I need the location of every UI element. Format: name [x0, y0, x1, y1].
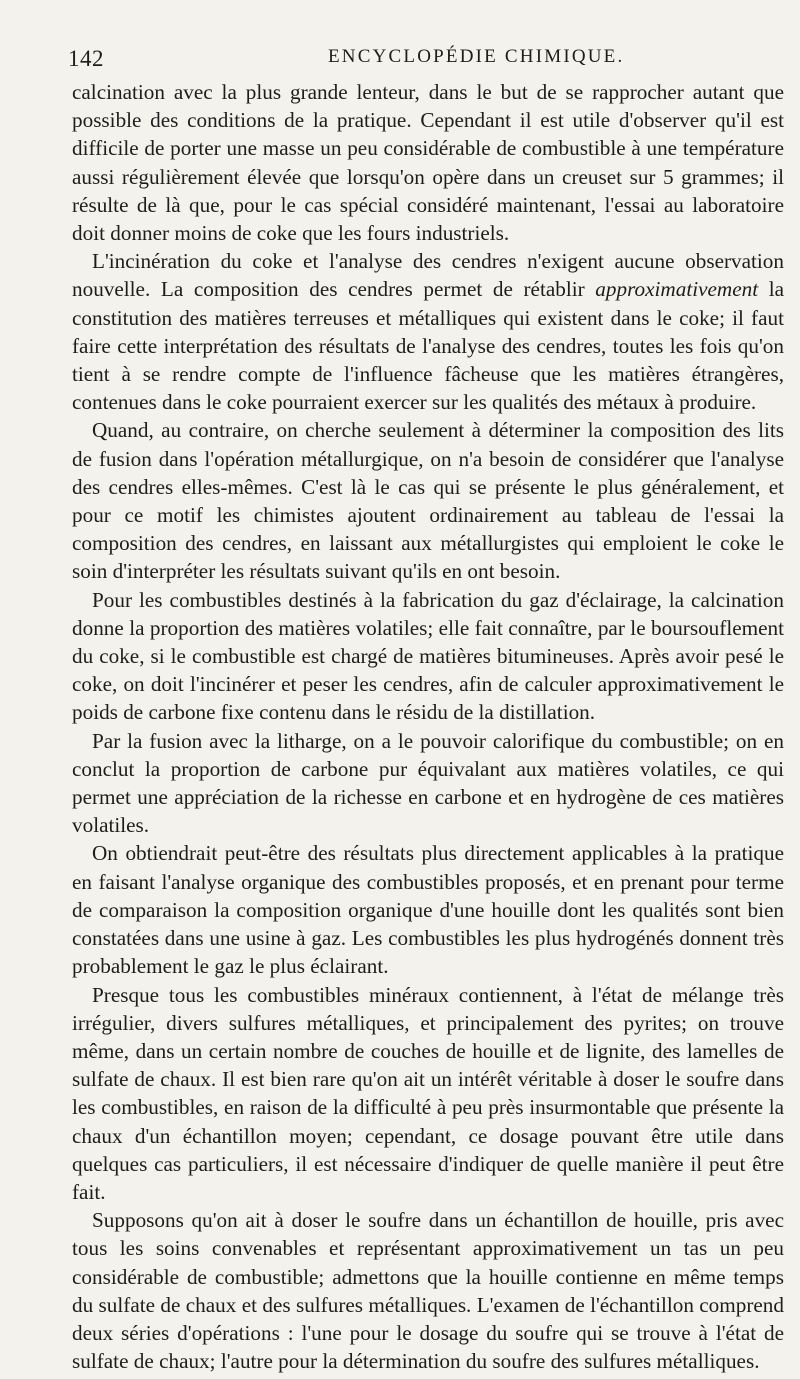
paragraph-text-before-emphasis: L'incinération du coke et l'analyse des cendres n'exigent aucune observation nouvelle. La composition des cendres permet de rétablir: [72, 249, 784, 302]
emphasized-word: approximativement: [595, 277, 759, 302]
paragraph-text-after-emphasis: la constitution des matières terreuses et métalliques qui existent dans le coke; il faut faire cette interprétation des résultats de l'analyse des cendres, toutes les fois qu'on tient à se rendre compte de l'influence fâcheuse que les matières étrangères, contenues dans le coke pourraient exercer sur les qualités des métaux à produire.: [72, 277, 785, 415]
paragraph-calcination-continuation: calcination avec la plus grande lenteur, dans le but de se rapprocher autant que possible des conditions de la pratique. Cependant il est utile d'observer qu'il est difficile de porter une masse un peu considérable de combustible à une température aussi régulièrement élevée que lorsqu'on opère dans un creuset sur 5 grammes; il résulte de là que, pour le cas spécial considéré maintenant, l'essai au laboratoire doit donner moins de coke que les fours industriels.: [72, 80, 784, 246]
running-title: ENCYCLOPÉDIE CHIMIQUE.: [328, 46, 625, 67]
paragraph-fusion-beds: Quand, au contraire, on cherche seulement à déterminer la composition des lits de fusion dans l'opération métallurgique, on n'a besoin de considérer que l'analyse des cendres elles-mêmes. C'est là le cas qui se présente le plus généralement, et pour ce motif les chimistes ajoutent ordinairement au tableau de l'essai la composition des cendres, en laissant aux métallurgistes qui emploient le coke le soin d'interpréter les résultats suivant qu'ils en ont besoin.: [72, 418, 784, 584]
paragraph-litharge-fusion: Par la fusion avec la litharge, on a le pouvoir calorifique du combustible; on en conclut la proportion de carbone pur équivalant aux matières volatiles, ce qui permet une appréciation de la richesse en carbone et en hydrogène de ces matières volatiles.: [72, 728, 784, 838]
page-number: 142: [68, 46, 104, 71]
paragraph-sulfur-dosage: Supposons qu'on ait à doser le soufre dans un échantillon de houille, pris avec tous les soins convenables et représentant approximativement un tas un peu considérable de combustible; admettons que la houille contienne en même temps du sulfate de chaux et des sulfures métalliques. L'examen de l'échantillon comprend deux séries d'opérations : l'une pour le dosage du soufre qui se trouve à l'état de sulfate de chaux; l'autre pour la détermination du soufre des sulfures métalliques.: [72, 1208, 784, 1374]
paragraph-coke-incineration: [72, 247, 784, 416]
paragraph-organic-analysis: On obtiendrait peut-être des résultats plus directement applicables à la pratique en faisant l'analyse organique des combustibles proposés, et en prenant pour terme de comparaison la composition organique d'une houille dont les qualités sont bien constatées dans une usine à gaz. Les combustibles les plus hydrogénés donnent très probablement le gaz le plus éclairant.: [72, 841, 784, 979]
running-header: [68, 44, 784, 74]
paragraph-sulfur-content: Presque tous les combustibles minéraux contiennent, à l'état de mélange très irrégulier, divers sulfures métalliques, et principalement des pyrites; on trouve même, dans un certain nombre de couches de houille et de lignite, des lamelles de sulfate de chaux. Il est bien rare qu'on ait un intérêt véritable à doser le soufre dans les combustibles, en raison de la difficulté à peu près insurmontable que présente la chaux d'un échantillon moyen; cependant, ce dosage pouvant être utile dans quelques cas particuliers, il est nécessaire d'indiquer de quelle manière il peut être fait.: [72, 982, 784, 1204]
body-text: [72, 78, 784, 1375]
paragraph-lighting-gas: Pour les combustibles destinés à la fabrication du gaz d'éclairage, la calcination donne la proportion des matières volatiles; elle fait connaître, par le boursouflement du coke, si le combustible est chargé de matières bitumineuses. Après avoir pesé le coke, on doit l'incinérer et peser les cendres, afin de calculer approximativement le poids de carbone fixe contenu dans le résidu de la distillation.: [72, 587, 784, 725]
